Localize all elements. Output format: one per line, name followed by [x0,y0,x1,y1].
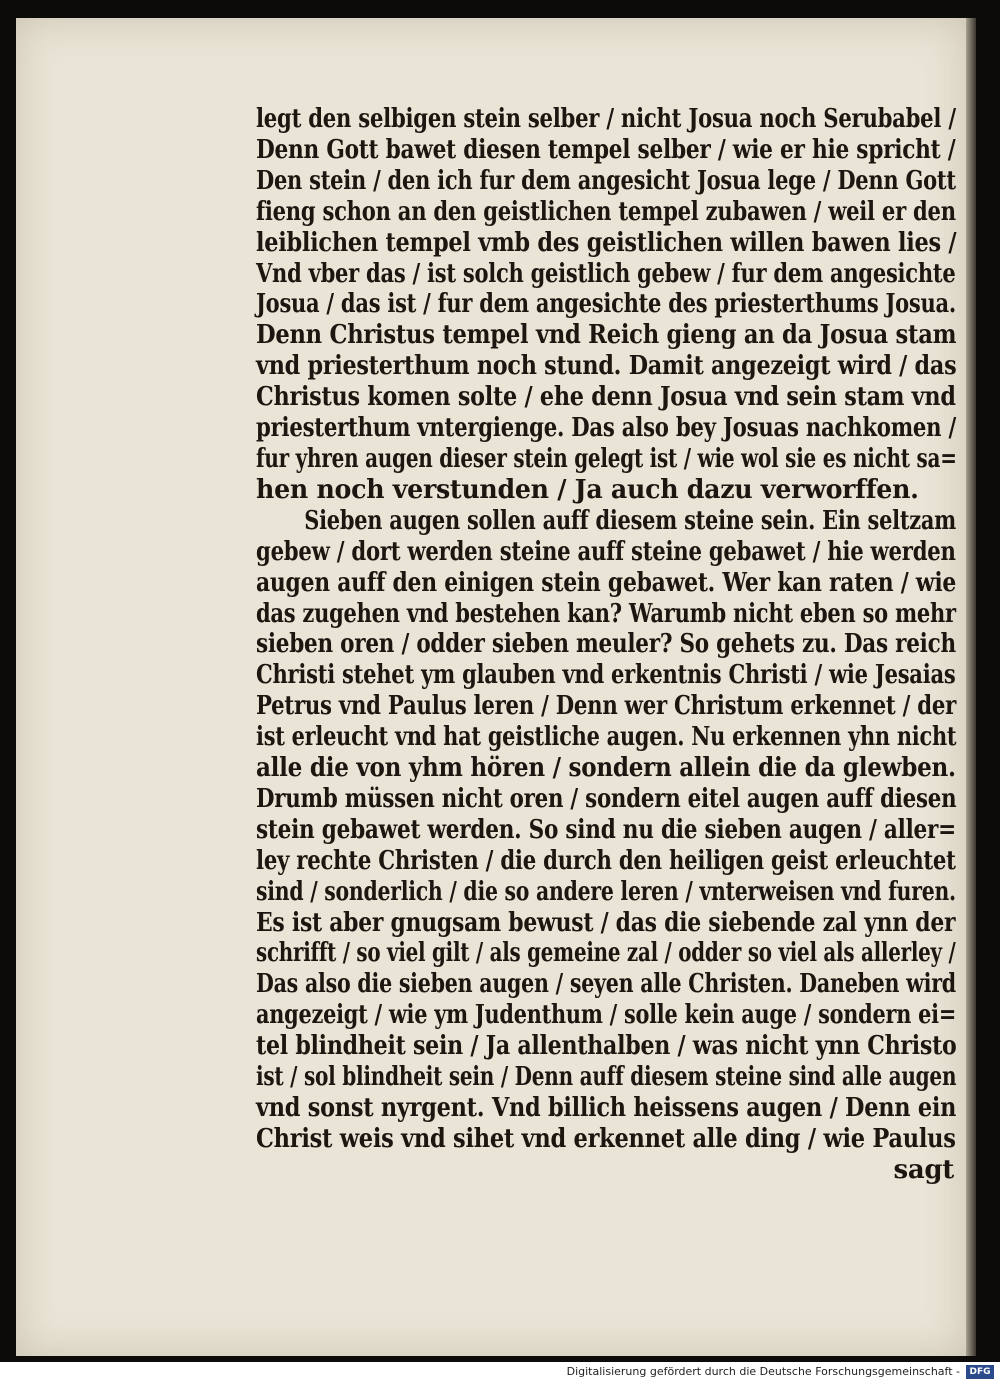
text-line: ist / sol blindheit sein / Denn auff diesem steine sind alle augen [256,1062,957,1093]
text-line: Denn Gott bawet diesen tempel selber / wie er hie spricht / [256,134,956,165]
text-line: Christi stehet ym glauben vnd erkentnis Christi / wie Jesaias [256,660,956,691]
text-line: Christ weis vnd sihet vnd erkennet alle ding / wie Paulus [256,1123,956,1154]
text-line: sieben oren / odder sieben meuler? So gehets zu. Das reich [256,629,956,660]
text-line: stein gebawet werden. So sind nu die sieben augen / aller= [256,814,957,845]
text-line: vnd sonst nyrgent. Vnd billich heissens augen / Denn ein [256,1093,957,1123]
text-line: Es ist aber gnugsam bewust / das die siebende zal ynn der [256,907,956,938]
text-line: Das also die sieben augen / seyen alle Christen. Daneben wird [256,969,956,1000]
text-line: alle die von yhm hören / sondern allein die da glewben. [256,753,956,784]
text-line: priesterthum vntergienge. Das also bey Josuas nachkomen / [256,413,957,444]
text-block [256,104,976,1186]
footer-bar [0,1362,1000,1383]
text-line: leiblichen tempel vmb des geistlichen willen bawen lies / [256,227,957,258]
text-line: Sieben augen sollen auff diesem steine sein. Ein seltzam [304,505,957,536]
footer-credit: Digitalisierung gefördert durch die Deutsche Forschungsgemeinschaft - [566,1365,960,1378]
text-line: Vnd vber das / ist solch geistlich gebew / fur dem angesichte [256,258,956,289]
text-line: hen noch verstunden / Ja auch dazu verworffen. [256,474,919,505]
text-line: Christus komen solte / ehe denn Josua vnd sein stam vnd [256,382,956,413]
text-line: legt den selbigen stein selber / nicht Josua noch Serubabel / [256,104,956,134]
text-line: Den stein / den ich fur dem angesicht Josua lege / Denn Gott [256,165,956,196]
dfg-logo-icon: DFG [966,1365,994,1379]
text-line: schrifft / so viel gilt / als gemeine zal / odder so viel als allerley / [256,938,956,969]
text-line: ist erleucht vnd hat geistliche augen. Nu erkennen yhn nicht [256,722,957,753]
text-line: augen auff den einigen stein gebawet. Wer kan raten / wie [256,567,957,598]
text-line: tel blindheit sein / Ja allenthalben / was nicht ynn Christo [256,1031,957,1062]
book-page [16,18,966,1356]
catchword: sagt [893,1154,954,1185]
text-line: das zugehen vnd bestehen kan? Warumb nicht eben so mehr [256,598,956,629]
text-line: Drumb müssen nicht oren / sondern eitel augen auff diesen [256,783,957,814]
text-line: vnd priesterthum noch stund. Damit angezeigt wird / das [256,351,957,382]
text-line: gebew / dort werden steine auff steine gebawet / hie werden [256,536,956,567]
text-line: Petrus vnd Paulus leren / Denn wer Christum erkennet / der [256,691,957,722]
text-line: fieng schon an den geistlichen tempel zubawen / weil er den [256,196,956,227]
text-line: fur yhren augen dieser stein gelegt ist / wie wol sie es nicht sa= [256,443,957,474]
text-line: ley rechte Christen / die durch den heiligen geist erleuchtet [256,845,956,876]
text-line: Denn Christus tempel vnd Reich gieng an da Josua stam [256,320,957,351]
text-line: Josua / das ist / fur dem angesichte des priesterthums Josua. [256,289,956,320]
text-line: angezeigt / wie ym Judenthum / solle kein auge / sondern ei= [256,1000,957,1031]
text-line: sind / sonderlich / die so andere leren / vnterweisen vnd furen. [256,876,956,907]
